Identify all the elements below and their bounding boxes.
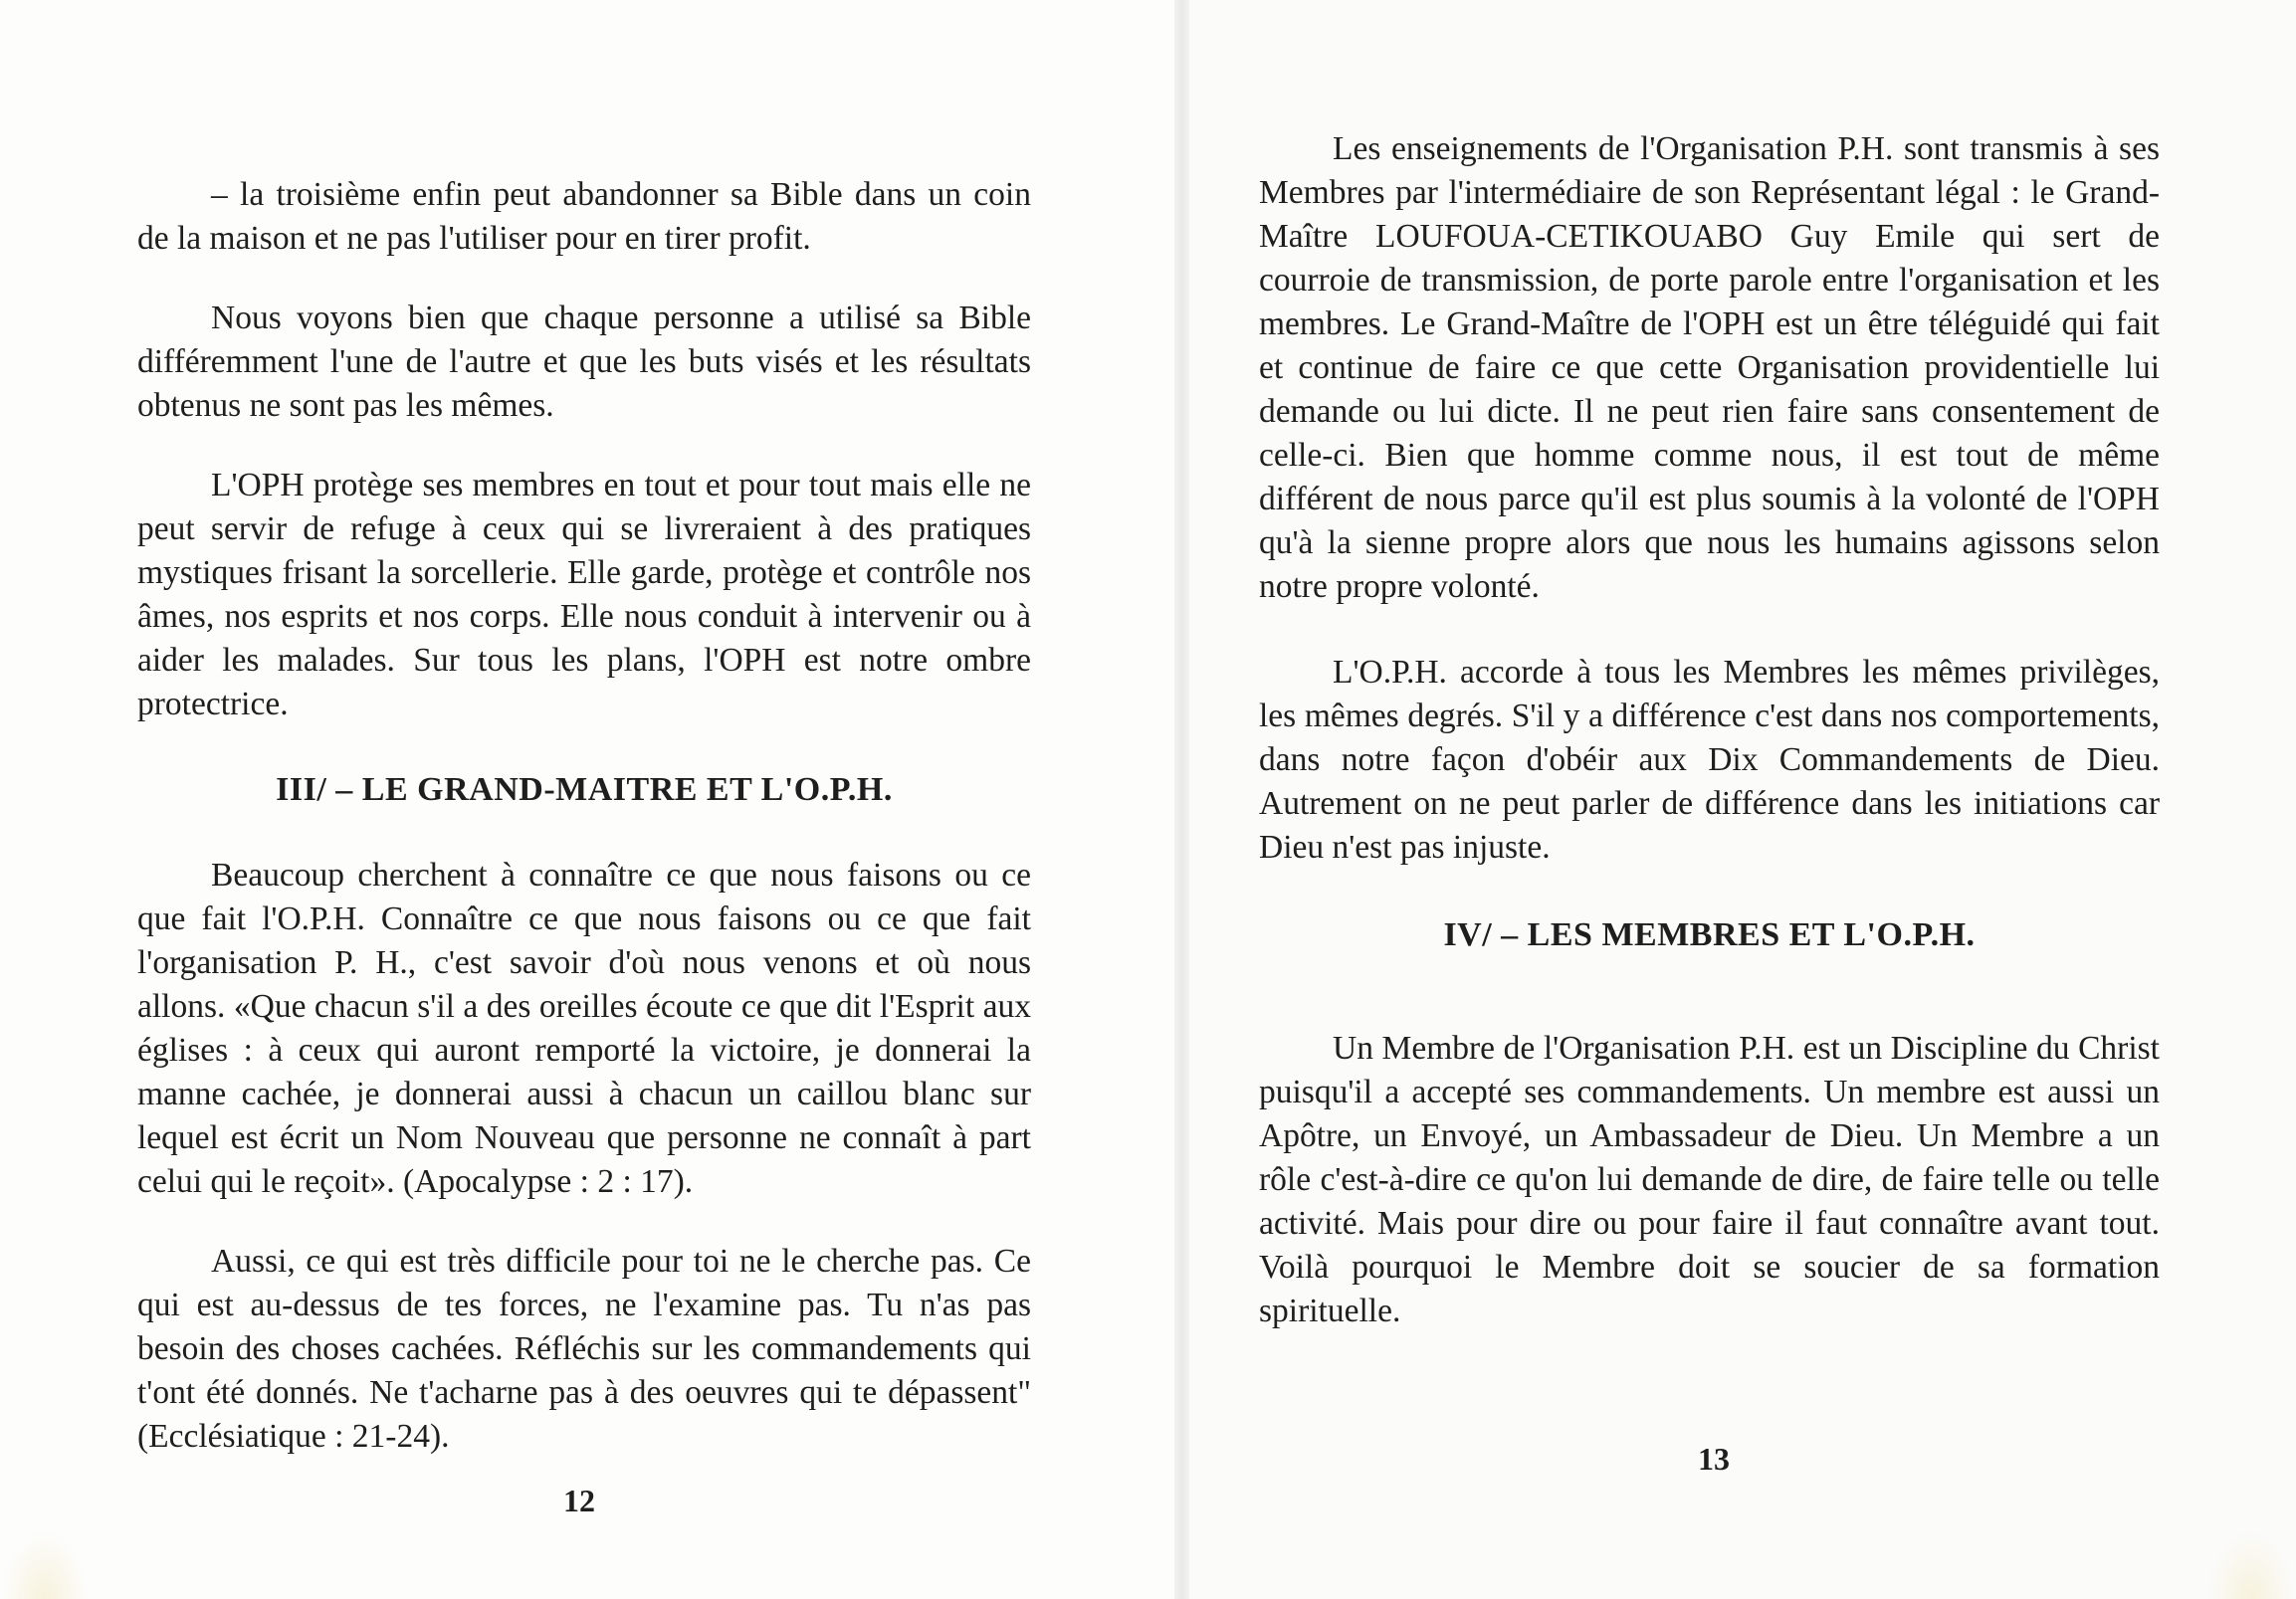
paragraph: Un Membre de l'Organisation P.H. est un Discipline du Christ puisqu'il a accepté ses commandements. Un membre est aussi un Apôtre, un Envoyé, un Ambassadeur de Dieu. Un Membre a un rôle c'est-à-dire ce qu'on lui demande de dire, de faire telle ou telle activité. Mais pour dire ou pour faire il faut connaître avant tout. Voilà pourquoi le Membre doit se soucier de sa formation spirituelle. [1259, 1030, 2160, 1329]
page-corner-stain-left [0, 1529, 90, 1599]
paragraph: L'O.P.H. accorde à tous les Membres les mêmes privilèges, les mêmes degrés. S'il y a différence c'est dans nos comportements, dans notre façon d'obéir aux Dix Commandements de Dieu. Autrement on ne peut parler de différence dans les initiations car Dieu n'est pas injuste. [1259, 654, 2160, 866]
paragraph: – la troisième enfin peut abandonner sa Bible dans un coin de la maison et ne pas l'utiliser pour en tirer profit. [137, 176, 1031, 257]
paragraph: Beaucoup cherchent à connaître ce que nous faisons ou ce que fait l'O.P.H. Connaître ce que nous faisons ou ce que fait l'organisation P. H., c'est savoir d'où nous venons et où nous allons. «Que chacun s'il a des oreilles écoute ce que dit l'Esprit aux églises : à ceux qui auront remporté la victoire, je donnerai la manne cachée, je donnerai aussi à chacun un caillou blanc sur lequel est écrit un Nom Nouveau que personne ne connaît à part celui qui le reçoit». (Apocalypse : 2 : 17). [137, 857, 1031, 1200]
paragraph: L'OPH protège ses membres en tout et pour tout mais elle ne peut servir de refuge à ceux qui se livreraient à des pratiques mystiques frisant la sorcellerie. Elle garde, protège et contrôle nos âmes, nos esprits et nos corps. Elle nous conduit à intervenir ou à aider les malades. Sur tous les plans, l'OPH est notre ombre protectrice. [137, 467, 1031, 722]
section-heading: III/ – LE GRAND-MAITRE ET L'O.P.H. [276, 771, 893, 808]
page-number: 12 [563, 1483, 595, 1518]
paragraph: Aussi, ce qui est très difficile pour toi ne le cherche pas. Ce qui est au-dessus de tes forces, ne l'examine pas. Tu n'as pas besoin des choses cachées. Réfléchis sur les commandements qui t'ont été donnés. Ne t'acharne pas à des oeuvres qui te dépassent" (Ecclésiatique : 21-24). [137, 1243, 1031, 1455]
paragraph: Les enseignements de l'Organisation P.H. sont transmis à ses Membres par l'intermédiaire de son Représentant légal : le Grand-Maître LOUFOUA-CETIKOUABO Guy Emile qui sert de courroie de transmission, de porte parole entre l'organisation et les membres. Le Grand-Maître de l'OPH est un être téléguidé qui fait et continue de faire ce que cette Organisation providentielle lui demande ou lui dicte. Il ne peut rien faire sans consentement de celle-ci. Bien que homme comme nous, il est tout de même différent de nous parce qu'il est plus soumis à la volonté de l'OPH qu'à la sienne propre alors que nous les humains agissons selon notre propre volonté. [1259, 130, 2160, 605]
section-heading: IV/ – LES MEMBRES ET L'O.P.H. [1443, 916, 1976, 953]
page-number: 13 [1698, 1441, 1730, 1477]
book-gutter [1174, 0, 1189, 1599]
right-page-text [1259, 127, 2160, 1333]
left-page-text [137, 173, 1031, 1459]
paragraph: Nous voyons bien que chaque personne a utilisé sa Bible différemment l'une de l'autre et que les buts visés et les résultats obtenus ne sont pas les mêmes. [137, 300, 1031, 424]
page-corner-stain-right [2206, 1529, 2296, 1599]
